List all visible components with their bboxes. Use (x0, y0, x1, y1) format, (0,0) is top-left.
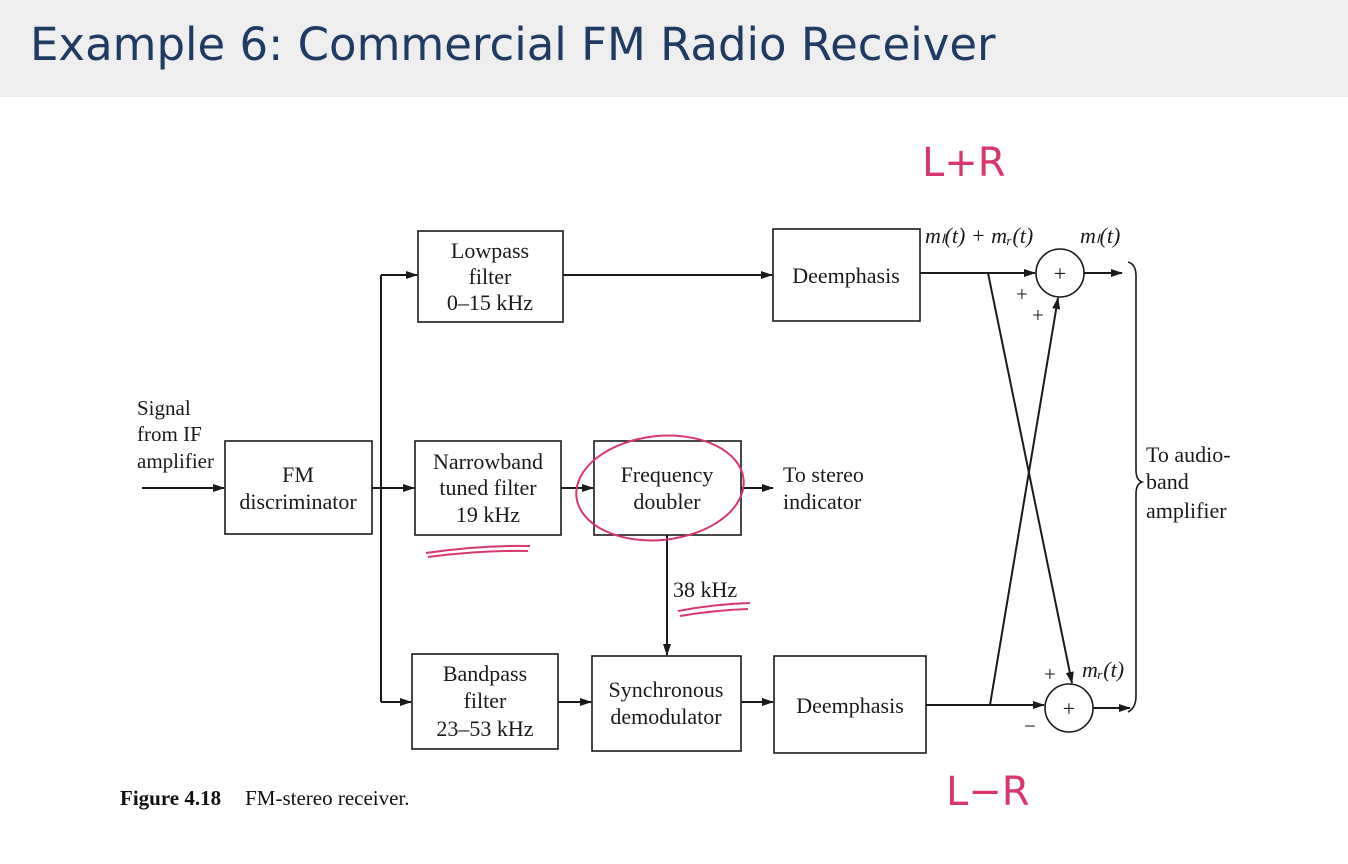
cross-sum-to-bottom-adder (988, 273, 1072, 683)
audio-amp-label-1: To audio- (1146, 442, 1231, 467)
frequency-doubler-label-1: Frequency (620, 462, 714, 487)
plus-sign-3: + (1044, 662, 1056, 686)
lowpass-label-3: 0–15 kHz (446, 290, 534, 315)
slide-title: Example 6: Commercial FM Radio Receiver (30, 18, 996, 71)
lowpass-label-1: Lowpass (450, 238, 530, 263)
frequency-38khz-label: 38 kHz (673, 577, 738, 602)
lowpass-label-2: filter (468, 264, 512, 289)
figure-caption-text: FM-stereo receiver. (245, 786, 410, 810)
stereo-indicator-label-1: To stereo (783, 462, 864, 487)
audio-amp-label-2: band (1146, 469, 1189, 494)
cross-diff-to-top-adder (990, 298, 1058, 705)
sync-demod-label-1: Synchronous (608, 677, 724, 702)
bandpass-label-3: 23–53 kHz (436, 716, 534, 741)
annotation-l-minus-r: L−R (946, 769, 1030, 815)
fm-discriminator-label-2: discriminator (239, 489, 357, 514)
narrowband-label-1: Narrowband (433, 449, 543, 474)
sync-demod-label-2: demodulator (610, 704, 722, 729)
fm-discriminator-label-1: FM (282, 462, 314, 487)
deemphasis-bottom-label: Deemphasis (796, 693, 904, 718)
adder-top-symbol: + (1053, 261, 1067, 286)
input-label-line3: amplifier (137, 449, 214, 473)
deemphasis-top-label: Deemphasis (792, 263, 900, 288)
stereo-indicator-label-2: indicator (783, 489, 862, 514)
frequency-doubler-highlight (571, 428, 749, 549)
freq-38-underline (678, 603, 750, 616)
left-output-label: mₗ(t) (1080, 223, 1121, 248)
minus-sign: − (1024, 714, 1036, 738)
figure-caption (120, 786, 410, 811)
fm-discriminator-block (225, 441, 372, 534)
right-output-label: mᵣ(t) (1082, 657, 1125, 682)
audio-amp-label-3: amplifier (1146, 498, 1227, 523)
plus-sign-2: + (1032, 303, 1044, 327)
input-label-line2: from IF (137, 422, 202, 446)
figure-number: Figure 4.18 (120, 786, 222, 810)
output-brace (1128, 262, 1142, 712)
narrowband-label-2: tuned filter (439, 475, 537, 500)
plus-sign-1: + (1016, 282, 1028, 306)
narrowband-underline (426, 546, 530, 557)
narrowband-label-3: 19 kHz (455, 502, 521, 527)
bandpass-label-1: Bandpass (442, 661, 528, 686)
adder-bottom-symbol: + (1062, 696, 1076, 721)
annotation-l-plus-r: L+R (922, 140, 1006, 186)
bandpass-label-2: filter (463, 688, 507, 713)
input-label-line1: Signal (137, 396, 191, 420)
sum-signal-label: mₗ(t) + mᵣ(t) (925, 223, 1034, 248)
frequency-doubler-label-2: doubler (633, 489, 701, 514)
